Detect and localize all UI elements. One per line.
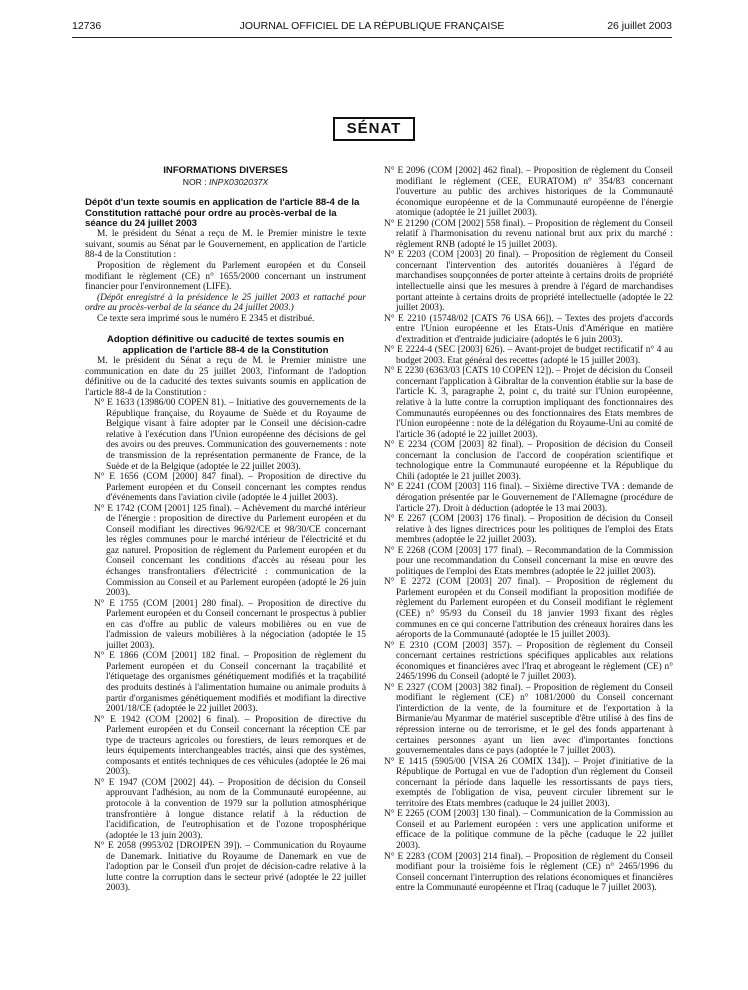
part1-paragraph: M. le président du Sénat a reçu de M. le Premier ministre le texte suivant, soumis au Sénat par le Gouvernement, en application de l'article 88-4 de la Constitution : [85, 229, 366, 261]
part2-intro: M. le président du Sénat a reçu de M. le Premier ministre une communication en date du 25 juillet 2003, l'informant de l'adoption définitive ou de la caducité des textes suivants soumis en application de l'article 88-4 de la Constitution : [85, 356, 366, 398]
nor-code: INPX0302037X [209, 176, 269, 187]
list-item: N° E 1415 (5905/00 [VISA 26 COMIX 134]). – Projet d'initiative de la République de Portugal en vue de l'adoption d'un règlement du Conseil concernant la période dans laquelle les ressortissants de pays tiers, exemptés de l'obligation de visa, peuvent circuler librement sur le territoire des Etats membres (caduque le 24 juillet 2003). [384, 756, 673, 809]
list-item: N° E 2310 (COM [2003] 357). – Proposition de règlement du Conseil concernant certaines restrictions spécifiques applicables aux relations économiques et financières avec l'Iraq et abrogeant le règlement (CE) n° 2465/1996 du Conseil (adopté le 7 juillet 2003). [384, 640, 673, 683]
section-title: INFORMATIONS DIVERSES [163, 165, 288, 176]
list-item: N° E 2267 (COM [2003] 176 final). – Proposition de décision du Conseil relative à des lignes directrices pour les politiques de l'emploi des Etats membres (adoptée le 22 juillet 2003). [384, 514, 673, 546]
list-item: N° E 2210 (15748/02 [CATS 76 USA 66]). – Textes des projets d'accords entre l'Union européenne et les Etats-Unis d'Amérique en matière d'extradition et d'entraide judiciaire (adoptés le 6 juin 2003). [384, 313, 673, 345]
list-item: N° E 1633 (13986/00 COPEN 81). – Initiative des gouvernements de la République française, du Royaume de Suède et du Royaume de Belgique visant à faire adopter par le Conseil une décision-cadre relative à l'exécution dans l'Union européenne des décisions de gel des avoirs ou des preuves. Communication des gouvernements : note de transmission de la représentation permanente de France, de la Suède et de la Belgique (adoptée le 22 juillet 2003). [94, 398, 366, 472]
list-item: N° E 2058 (9953/02 [DROIPEN 39]). – Communication du Royaume de Danemark. Initiative du Royaume de Danemark en vue de l'adoption par le Conseil d'un projet de décision-cadre relative à la lutte contre la corruption dans le secteur privé (adoptée le 22 juillet 2003). [94, 841, 366, 894]
part1-title: Dépôt d'un texte soumis en application de l'article 88-4 de la Constitution rattaché pour ordre au procès-verbal de la séance du 24 juillet 2003 [85, 197, 360, 229]
right-column [384, 166, 673, 894]
list-item: N° E 2234 (COM [2003] 82 final). – Proposition de décision du Conseil concernant la conclusion de l'accord de coopération scientifique et technologique entre la Communauté européenne et la République du Chili (adoptée le 21 juillet 2003). [384, 440, 673, 482]
list-item: N° E 1866 (COM [2001] 182 final. – Proposition de règlement du Parlement européen et du Conseil concernant la traçabilité et l'étiquetage des organismes génétiquement modifiés et la traçabilité des produits destinés à l'alimentation humaine ou animale produits à partir d'organismes génétiquement modifiés et modifiant la directive 2001/18/CE (adoptée le 22 juillet 2003). [94, 651, 366, 715]
list-item: N° E 2224-4 (SEC [2003] 626). – Avant-projet de budget rectificatif n° 4 au budget 2003. Etat général des recettes (adopté le 15 juillet 2003). [384, 345, 673, 366]
list-item: N° E 2272 (COM [2003] 207 final). – Proposition de règlement du Parlement européen et du Conseil modifiant la proposition modifiée de règlement du Parlement européen et du Conseil modifiant le règlement (CEE) n° 95/93 du Conseil du 18 janvier 1993 fixant des règles communes en ce qui concerne l'attribution des créneaux horaires dans les aéroports de la Communauté (adoptée le 15 juillet 2003). [384, 577, 673, 641]
list-item: N° E 1755 (COM [2001] 280 final). – Proposition de directive du Parlement européen et du Conseil concernant le prospectus à publier en cas d'offre au public de valeurs mobilières ou en vue de l'admission de valeurs mobilières à la négociation (adoptée le 15 juillet 2003). [94, 598, 366, 651]
list-item: N° E 1742 (COM [2001] 125 final). – Achèvement du marché intérieur de l'énergie : proposition de directive du Parlement européen et du Conseil modifiant les directives 96/92/CE et 98/30/CE concernant les règles communes pour le marché intérieur de l'électricité et du gaz naturel. Proposition de règlement du Parlement européen et du Conseil concernant les conditions d'accès au réseau pour les échanges transfrontaliers d'électricité : communication de la Commission au Conseil et au Parlement européen (adopté le 26 juin 2003). [94, 503, 366, 599]
running-header [72, 20, 672, 34]
list-item: N° E 2268 (COM [2003] 177 final). – Recommandation de la Commission pour une recommandation du Conseil concernant la mise en œuvre des politiques de l'emploi des Etats membres (adoptée le 22 juillet 2003). [384, 545, 673, 577]
page-number: 12736 [72, 20, 102, 32]
list-item: N° E 2096 (COM [2002] 462 final). – Proposition de règlement du Conseil modifiant le règlement (CEE, EURATOM) n° 354/83 concernant l'ouverture au public des archives historiques de la Communauté économique européenne et de la Communauté européenne de l'énergie atomique (adoptée le 21 juillet 2003). [384, 166, 673, 219]
part1-paragraph: Proposition de règlement du Parlement européen et du Conseil modifiant le règlement (CE) n° 1655/2000 concernant un instrument financier pour l'environnement (LIFE). [85, 260, 366, 293]
list-item: N° E 2230 (6363/03 [CATS 10 COPEN 12]). – Projet de décision du Conseil concernant l'application à Gibraltar de la convention établie sur la base de l'article K. 3, paragraphe 2, point c, du traité sur l'Union européenne, relative à la lutte contre la corruption impliquant des fonctionnaires des Communautés européennes ou des fonctionnaires des Etats membres de l'Union européenne : note de la délégation du Royaume-Uni au comité de l'article 36 (adopté le 22 juillet 2003). [384, 366, 673, 440]
list-item: N° E 1656 (COM [2000] 847 final). – Proposition de directive du Parlement européen et du Conseil concernant les comptes rendus d'événements dans l'aviation civile (adoptée le 4 juillet 2003). [94, 472, 366, 504]
header-rule [72, 37, 672, 38]
part1-italic-note: (Dépôt enregistré à la présidence le 25 juillet 2003 et rattaché pour ordre au procès-verbal de la séance du 24 juillet 2003.) [85, 292, 366, 314]
list-item: N° E 2283 (COM [2003] 214 final). – Proposition de règlement du Conseil modifiant pour la troisième fois le règlement (CE) n° 2465/1996 du Conseil concernant l'interruption des relations économiques et financières entre la Communauté européenne et l'Iraq (caduque le 7 juillet 2003). [384, 851, 673, 894]
list-item: N° E 2203 (COM [2003] 20 final). – Proposition de règlement du Conseil concernant l'intervention des autorités douanières à l'égard de marchandises soupçonnées de porter atteinte à certains droits de propriété intellectuelle ainsi que les mesures à prendre à l'égard de marchandises portant atteinte à certains droits de propriété intellectuelle (adoptée le 22 juillet 2003). [384, 250, 673, 314]
journal-title: JOURNAL OFFICIEL DE LA RÉPUBLIQUE FRANÇAISE [239, 20, 505, 32]
nor-reference [85, 177, 366, 188]
part1-closing: Ce texte sera imprimé sous le numéro E 2345 et distribué. [97, 313, 315, 324]
left-column [85, 166, 366, 894]
list-item: N° E 2241 (COM [2003] 116 final). – Sixième directive TVA : demande de dérogation présentée par le Gouvernement de l'Allemagne (procédure de l'article 27). Droit à déduction (adoptée le 13 mai 2003). [384, 482, 673, 514]
chamber-box: SÉNAT [333, 117, 415, 141]
issue-date: 26 juillet 2003 [607, 20, 672, 32]
list-item: N° E 2327 (COM [2003] 382 final). – Proposition de règlement du Conseil modifiant le règlement (CE) n° 1081/2000 du Conseil concernant l'interdiction de la vente, de la fourniture et de l'exportation à la Birmanie/au Myanmar de matériel susceptible d'être utilisé à des fins de répression interne ou de terrorisme, et le gel des fonds appartenant à certaines personnes ayant un lien avec d'importantes fonctions gouvernementales dans ce pays (adoptée le 7 juillet 2003). [384, 682, 673, 757]
part2-title: Adoption définitive ou caducité de textes soumis en application de l'article 88-4 de la Constitution [106, 334, 345, 356]
list-item: N° E 1947 (COM [2002] 44). – Proposition de décision du Conseil approuvant l'adhésion, au nom de la Communauté européenne, au protocole à la convention de 1979 sur la pollution atmosphérique transfrontière à longue distance relatif à la réduction de l'acidification, de l'eutrophisation et de l'ozone troposphérique (adoptée le 13 juin 2003). [94, 777, 366, 841]
list-item: N° E 21290 (COM [2002] 558 final). – Proposition de règlement du Conseil relatif à l'harmonisation du revenu national brut aux prix du marché : règlement RNB (adopté le 15 juillet 2003). [384, 218, 673, 250]
nor-label: NOR : [182, 176, 207, 187]
list-item: N° E 2265 (COM [2003] 130 final). – Communication de la Commission au Conseil et au Parlement européen : vers une application uniforme et efficace de la politique commune de la pêche (caduque le 22 juillet 2003). [384, 809, 673, 851]
list-item: N° E 1942 (COM [2002] 6 final). – Proposition de directive du Parlement européen et du Conseil concernant la réception CE par type de tracteurs agricoles ou forestiers, de leurs remorques et de leurs équipements interchangeables tractés, ainsi que des systèmes, composants et entités techniques de ces véhicules (adoptée le 26 mai 2003). [94, 714, 366, 778]
